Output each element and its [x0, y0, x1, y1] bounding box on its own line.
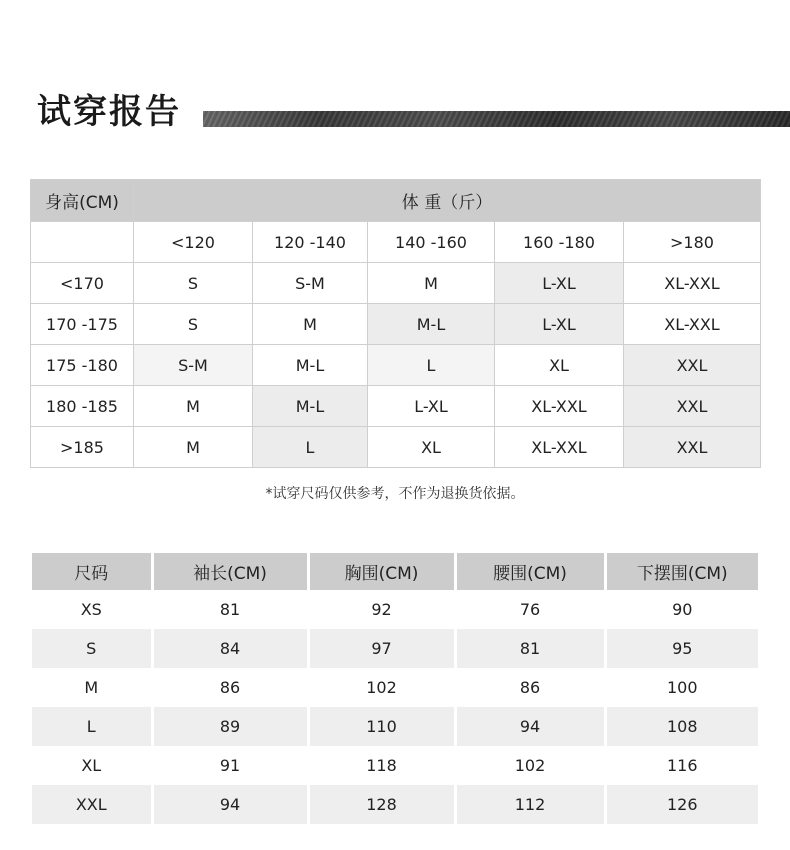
column-header: 袖长(CM) — [152, 553, 308, 590]
height-range: 180 -185 — [31, 386, 134, 427]
table-cell: 76 — [455, 590, 605, 629]
table-cell: 97 — [308, 629, 455, 668]
size-cell: L-XL — [495, 263, 624, 304]
column-header: 腰围(CM) — [455, 553, 605, 590]
table-cell: 91 — [152, 746, 308, 785]
weight-range: 120 -140 — [253, 222, 368, 263]
size-cell: XL — [368, 427, 495, 468]
corner-cell — [31, 222, 134, 263]
table-row — [32, 785, 758, 824]
size-cell: XXL — [624, 427, 761, 468]
size-label: M — [32, 668, 152, 707]
size-cell: XXL — [624, 345, 761, 386]
table-cell: 86 — [455, 668, 605, 707]
size-cell: L-XL — [368, 386, 495, 427]
size-cell: S-M — [134, 345, 253, 386]
size-label: XL — [32, 746, 152, 785]
table-cell: 112 — [455, 785, 605, 824]
table-row — [32, 629, 758, 668]
weight-range: 140 -160 — [368, 222, 495, 263]
size-cell: S — [134, 263, 253, 304]
size-cell: XL-XXL — [624, 304, 761, 345]
size-cell: XL-XXL — [624, 263, 761, 304]
size-label: XS — [32, 590, 152, 629]
size-cell: XXL — [624, 386, 761, 427]
weight-range: >180 — [624, 222, 761, 263]
size-cell: M — [368, 263, 495, 304]
height-range: <170 — [31, 263, 134, 304]
table-cell: 81 — [455, 629, 605, 668]
table-cell: 86 — [152, 668, 308, 707]
table-cell: 81 — [152, 590, 308, 629]
size-cell: L-XL — [495, 304, 624, 345]
column-header: 尺码 — [32, 553, 152, 590]
size-cell: XL-XXL — [495, 386, 624, 427]
table-row — [32, 590, 758, 629]
size-cell: M — [253, 304, 368, 345]
weight-header: 体 重（斤） — [134, 180, 761, 222]
table-cell: 95 — [605, 629, 758, 668]
size-cell: S — [134, 304, 253, 345]
size-cell: M-L — [368, 304, 495, 345]
table-cell: 92 — [308, 590, 455, 629]
table-cell: 102 — [455, 746, 605, 785]
height-range: 170 -175 — [31, 304, 134, 345]
page-title: 试穿报告 — [37, 92, 181, 132]
table-row — [32, 707, 758, 746]
size-label: L — [32, 707, 152, 746]
size-chart-table — [32, 553, 758, 824]
size-label: XXL — [32, 785, 152, 824]
table-cell: 118 — [308, 746, 455, 785]
table-cell: 84 — [152, 629, 308, 668]
table-cell: 128 — [308, 785, 455, 824]
table-cell: 94 — [455, 707, 605, 746]
column-header: 下摆围(CM) — [605, 553, 758, 590]
weight-range: <120 — [134, 222, 253, 263]
table-cell: 108 — [605, 707, 758, 746]
table-row — [32, 746, 758, 785]
height-range: 175 -180 — [31, 345, 134, 386]
table-cell: 116 — [666, 756, 698, 775]
size-cell: XL — [495, 345, 624, 386]
size-cell: XL-XXL — [495, 427, 624, 468]
size-cell: L — [253, 427, 368, 468]
column-header: 胸围(CM) — [308, 553, 455, 590]
table-cell: 110 — [308, 707, 455, 746]
table-row — [32, 668, 758, 707]
table-cell: 100 — [666, 678, 698, 697]
fit-report-table — [30, 179, 761, 468]
size-label: S — [32, 629, 152, 668]
weight-range: 160 -180 — [495, 222, 624, 263]
table-cell: 89 — [152, 707, 308, 746]
size-cell: M-L — [253, 345, 368, 386]
height-header: 身高(CM) — [31, 180, 134, 222]
disclaimer-note: *试穿尺码仅供参考，不作为退换货依据。 — [265, 486, 525, 502]
size-cell: L — [368, 345, 495, 386]
table-cell: 90 — [672, 600, 693, 619]
size-cell: M — [134, 427, 253, 468]
table-cell: 94 — [152, 785, 308, 824]
title-decorative-bar — [203, 111, 790, 127]
size-cell: M-L — [253, 386, 368, 427]
size-cell: M — [134, 386, 253, 427]
table-cell: 126 — [605, 785, 758, 824]
height-range: >185 — [31, 427, 134, 468]
size-cell: S-M — [253, 263, 368, 304]
table-cell: 102 — [308, 668, 455, 707]
